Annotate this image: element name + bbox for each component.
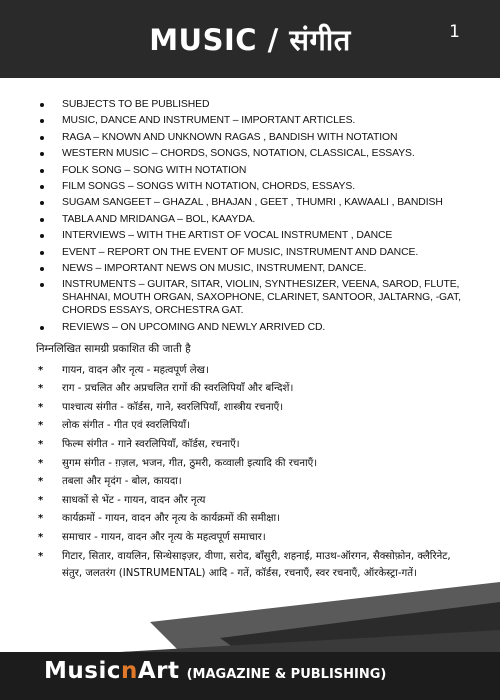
- star-icon: *: [38, 364, 44, 376]
- hindi-list-item: [36, 436, 466, 453]
- star-icon: *: [38, 513, 44, 525]
- bullet-dot-icon: [40, 136, 44, 140]
- english-list-text: REVIEWS – ON UPCOMING AND NEWLY ARRIVED CD.: [62, 321, 326, 333]
- hindi-list-text: फिल्म संगीत - गाने स्वरलिपियाँ, कॉर्डस, रचनाएँ।: [62, 439, 240, 451]
- hindi-list-text: समाचार - गायन, वादन और नृत्य के महत्वपूर्ण समाचार।: [62, 532, 266, 544]
- brand-logo: [44, 658, 386, 684]
- hindi-list-item: [36, 492, 466, 509]
- english-list-item: [36, 262, 466, 275]
- english-list-item: [36, 98, 466, 111]
- hindi-list-item: [36, 399, 466, 416]
- bullet-dot-icon: [40, 169, 44, 173]
- star-icon: *: [38, 401, 44, 413]
- hindi-list-text: कार्यक्रमों - गायन, वादन और नृत्य के कार्यक्रमों की समीक्षा।: [62, 513, 281, 525]
- logo-part-art: Art: [137, 658, 180, 684]
- bullet-dot-icon: [40, 185, 44, 189]
- english-list-text: NEWS – IMPORTANT NEWS ON MUSIC, INSTRUMENT, DANCE.: [62, 262, 367, 274]
- english-list-item: [36, 180, 466, 193]
- hindi-list-item: [36, 529, 466, 546]
- page-header: [0, 0, 500, 78]
- hindi-list-text: गायन, वादन और नृत्य - महत्वपूर्ण लेख।: [62, 364, 209, 376]
- star-icon: *: [38, 439, 44, 451]
- english-list-item: [36, 278, 466, 317]
- hindi-list-item: [36, 455, 466, 472]
- logo-wordmark: [44, 658, 180, 684]
- hindi-list-item: [36, 417, 466, 434]
- english-list-text: SUGAM SANGEET – GHAZAL , BHAJAN , GEET , THUMRI , KAWAALI , BANDISH: [62, 197, 443, 209]
- hindi-list-text: साधकों से भेंट - गायन, वादन और नृत्य: [62, 494, 206, 506]
- english-list-text: EVENT – REPORT ON THE EVENT OF MUSIC, INSTRUMENT AND DANCE.: [62, 246, 419, 258]
- page-number: 1: [449, 22, 460, 42]
- hindi-heading: निम्नलिखित सामग्री प्रकाशित की जाती है: [36, 342, 191, 355]
- bullet-dot-icon: [40, 103, 44, 107]
- hindi-list-text: राग - प्रचलित और अप्रचलित रागों की स्वरलिपियाँ और बन्दिशें।: [62, 383, 294, 395]
- star-icon: *: [38, 550, 44, 562]
- english-list-text: TABLA AND MRIDANGA – BOL, KAAYDA.: [62, 213, 256, 225]
- english-list-text: SUBJECTS TO BE PUBLISHED: [62, 99, 210, 110]
- bullet-dot-icon: [40, 267, 44, 271]
- hindi-subject-list: [36, 362, 466, 582]
- brand-tagline: (MAGAZINE & PUBLISHING): [186, 667, 387, 682]
- hindi-list-item: [36, 510, 466, 527]
- star-icon: *: [38, 420, 44, 432]
- english-list-text: FILM SONGS – SONGS WITH NOTATION, CHORDS, ESSAYS.: [62, 180, 355, 192]
- hindi-list-text: लोक संगीत - गीत एवं स्वरलिपियाँ।: [62, 420, 190, 432]
- bullet-dot-icon: [40, 218, 44, 222]
- hindi-list-text: गिटार, सितार, वायलिन, सिन्थेसाइज़र, वीणा, सरोद, बाँसुरी, शहनाई, माउथ-ऑरगन, सैक्सोफ़ोन, क्लैरिनेट, संतुर, जलतरंग (INSTRUMENTAL) आदि - गतें, कॉर्डस, रचनाएँ, स्वर रचनाएँ, ऑरकेस्ट्रा-गतें।: [62, 550, 451, 579]
- hindi-list-text: सुगम संगीत - ग़ज़ल, भजन, गीत, ठुमरी, कव्वाली इत्यादि की रचनाएँ।: [62, 457, 318, 469]
- english-list-text: INTERVIEWS – WITH THE ARTIST OF VOCAL INSTRUMENT , DANCE: [62, 230, 393, 242]
- english-list-text: WESTERN MUSIC – CHORDS, SONGS, NOTATION, CLASSICAL, ESSAYS.: [62, 148, 415, 160]
- english-list-item: [36, 114, 466, 127]
- star-icon: *: [38, 476, 44, 488]
- english-list-item: [36, 147, 466, 160]
- bullet-dot-icon: [40, 152, 44, 156]
- star-icon: *: [38, 494, 44, 506]
- bullet-dot-icon: [40, 234, 44, 238]
- english-list-text: RAGA – KNOWN AND UNKNOWN RAGAS , BANDISH WITH NOTATION: [62, 131, 398, 143]
- english-list-item: [36, 131, 466, 144]
- star-icon: *: [38, 532, 44, 544]
- logo-part-n: n: [120, 658, 138, 684]
- hindi-list-text: तबला और मृदंग - बोल, कायदा।: [62, 476, 182, 488]
- bullet-dot-icon: [40, 201, 44, 205]
- bullet-dot-icon: [40, 119, 44, 123]
- bullet-dot-icon: [40, 251, 44, 255]
- page-title: MUSIC / संगीत: [149, 23, 351, 57]
- english-list-text: MUSIC, DANCE AND INSTRUMENT – IMPORTANT ARTICLES.: [62, 115, 356, 127]
- english-list-item: [36, 213, 466, 226]
- english-list-item: [36, 229, 466, 242]
- star-icon: *: [38, 457, 44, 469]
- hindi-list-item: [36, 473, 466, 490]
- english-subject-list: [36, 98, 466, 334]
- star-icon: *: [38, 383, 44, 395]
- english-list-text: INSTRUMENTS – GUITAR, SITAR, VIOLIN, SYNTHESIZER, VEENA, SAROD, FLUTE, SHAHNAI, MOUTH ORGAN, SAXOPHONE, CLARINET, SANTOOR, JALTARNG, -GAT, CHORDS ESSAYS, ORCHESTRA GAT.: [62, 279, 461, 317]
- content-area: [36, 98, 466, 583]
- bullet-dot-icon: [40, 326, 44, 330]
- hindi-list-item: [36, 380, 466, 397]
- bullet-dot-icon: [40, 283, 44, 287]
- english-list-item: [36, 321, 466, 334]
- hindi-list-text: पाश्चात्य संगीत - कॉर्डस, गाने, स्वरलिपियाँ, शास्त्रीय रचनाएँ।: [62, 401, 284, 413]
- english-list-text: FOLK SONG – SONG WITH NOTATION: [62, 164, 247, 176]
- logo-part-music: Music: [44, 658, 121, 684]
- hindi-list-item: [36, 362, 466, 379]
- english-list-item: [36, 164, 466, 177]
- english-list-item: [36, 196, 466, 209]
- english-list-item: [36, 246, 466, 259]
